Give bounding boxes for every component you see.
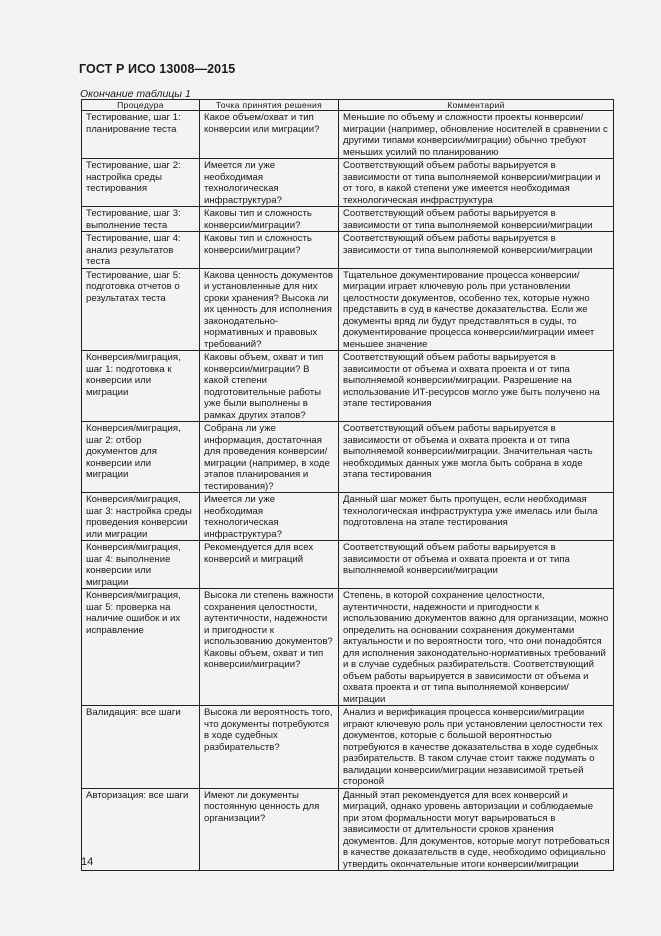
decision-cell: Какова ценность документов и установленные для них сроки хранения? Высока ли их ценность для исполнения законодательно-нормативных и правовых требований?	[200, 268, 339, 351]
procedure-cell: Авторизация: все шаги	[82, 788, 200, 871]
comment-cell: Меньшие по объему и сложности проекты конверсии/миграции (например, обновление носителей в сравнении с другими типами конверсии/миграции) обычно требуют меньших усилий по планированию	[339, 111, 614, 159]
decision-cell: Какое объем/охват и тип конверсии или миграции?	[200, 111, 339, 159]
procedure-cell: Тестирование, шаг 1: планирование теста	[82, 111, 200, 159]
table-row	[82, 788, 614, 871]
procedure-cell: Конверсия/миграция, шаг 1: подготовка к конверсии или миграции	[82, 351, 200, 422]
decision-cell: Имеют ли документы постоянную ценность для организации?	[200, 788, 339, 871]
comment-cell: Соответствующий объем работы варьируется в зависимости от типа выполняемой конверсии/миграции	[339, 232, 614, 269]
table-row	[82, 493, 614, 541]
comment-cell: Соответствующий объем работы варьируется в зависимости от объема и охвата проекта и от типа выполняемой конверсии/миграции. Значительная часть необходимых данных уже могла быть собрана в ходе этапа тестирования	[339, 422, 614, 493]
procedures-table	[81, 99, 614, 871]
comment-cell: Соответствующий объем работы варьируется в зависимости от типа выполняемой конверсии/миграции	[339, 207, 614, 232]
table-row	[82, 589, 614, 706]
comment-cell: Тщательное документирование процесса конверсии/миграции играет ключевую роль при установлении целостности документов, особенно тех, которые нужно представить в суд в качестве доказательства. Если же документы вряд ли будут представляться в суды, то документирование процесса конверсии/миграции имеет меньшее значение	[339, 268, 614, 351]
document-header: ГОСТ Р ИСО 13008—2015	[79, 62, 236, 76]
procedure-cell: Тестирование, шаг 2: настройка среды тестирования	[82, 159, 200, 207]
column-header-decision: Точка принятия решения	[200, 100, 339, 111]
table-row	[82, 159, 614, 207]
decision-cell: Имеется ли уже необходимая технологическая инфраструктура?	[200, 493, 339, 541]
column-header-comment: Комментарий	[339, 100, 614, 111]
procedure-cell: Валидация: все шаги	[82, 706, 200, 789]
table-caption: Окончание таблицы 1	[80, 88, 191, 100]
table-row	[82, 268, 614, 351]
table-row	[82, 422, 614, 493]
table-header-row	[82, 100, 614, 111]
comment-cell: Степень, в которой сохранение целостности, аутентичности, надежности и пригодности к использованию документов важно для организации, можно определить на основании сохранения документами актуальности и по вероятности того, что они понадобятся для исполнения законодательно-нормативных требований и в случае судебных разбирательств. Соответствующий объем работы варьируется в зависимости от объема и охвата проекта и от типа выполняемой конверсии/миграции	[339, 589, 614, 706]
table-row	[82, 706, 614, 789]
decision-cell: Имеется ли уже необходимая технологическая инфраструктура?	[200, 159, 339, 207]
table-row	[82, 111, 614, 159]
comment-cell: Данный шаг может быть пропущен, если необходимая технологическая инфраструктура уже имелась или была подготовлена на этапе тестирования	[339, 493, 614, 541]
decision-cell: Каковы тип и сложность конверсии/миграции?	[200, 232, 339, 269]
decision-cell: Каковы тип и сложность конверсии/миграции?	[200, 207, 339, 232]
procedure-cell: Конверсия/миграция, шаг 2: отбор документов для конверсии или миграции	[82, 422, 200, 493]
column-header-procedure: Процедура	[82, 100, 200, 111]
page-number: 14	[81, 856, 94, 868]
comment-cell: Данный этап рекомендуется для всех конверсий и миграций, однако уровень авторизации и соблюдаемые при этом формальности могут варьироваться в зависимости от длительности сроков хранения документов. Для документов, которые могут потребоваться в качестве доказательств в суде, необходимо официально утвердить окончательные итоги конверсии/миграции	[339, 788, 614, 871]
table-row	[82, 232, 614, 269]
procedure-cell: Тестирование, шаг 4: анализ результатов теста	[82, 232, 200, 269]
procedure-cell: Тестирование, шаг 3: выполнение теста	[82, 207, 200, 232]
decision-cell: Высока ли степень важности сохранения целостности, аутентичности, надежности и пригодности к использованию документов? Каковы объем, охват и тип конверсии/миграции?	[200, 589, 339, 706]
comment-cell: Соответствующий объем работы варьируется в зависимости от типа выполняемой конверсии/миграции и от того, в какой степени уже имеется необходимая технологическая инфраструктура	[339, 159, 614, 207]
comment-cell: Анализ и верификация процесса конверсии/миграции играют ключевую роль при установлении целостности тех документов, которые с большой вероятностью потребуются в качестве доказательства в ходе судебных разбирательств. В таком случае стоит также подумать о валидации конверсии/миграции независимой третьей стороной	[339, 706, 614, 789]
table-row	[82, 541, 614, 589]
decision-cell: Рекомендуется для всех конверсий и миграций	[200, 541, 339, 589]
procedure-cell: Конверсия/миграция, шаг 5: проверка на наличие ошибок и их исправление	[82, 589, 200, 706]
decision-cell: Каковы объем, охват и тип конверсии/миграции? В какой степени подготовительные работы уже были выполнены в рамках других этапов?	[200, 351, 339, 422]
table-row	[82, 207, 614, 232]
decision-cell: Собрана ли уже информация, достаточная для проведения конверсии/миграции (например, в ходе этапов планирования и тестирования)?	[200, 422, 339, 493]
procedure-cell: Конверсия/миграция, шаг 3: настройка среды проведения конверсии или миграции	[82, 493, 200, 541]
comment-cell: Соответствующий объем работы варьируется в зависимости от объема и охвата проекта и от типа выполняемой конверсии/миграции	[339, 541, 614, 589]
decision-cell: Высока ли вероятность того, что документы потребуются в ходе судебных разбирательств?	[200, 706, 339, 789]
procedure-cell: Конверсия/миграция, шаг 4: выполнение конверсии или миграции	[82, 541, 200, 589]
procedure-cell: Тестирование, шаг 5: подготовка отчетов о результатах теста	[82, 268, 200, 351]
comment-cell: Соответствующий объем работы варьируется в зависимости от объема и охвата проекта и от типа выполняемой конверсии/миграции. Разрешение на использование ИТ-ресурсов могло уже быть получено на этапе тестирования	[339, 351, 614, 422]
table-row	[82, 351, 614, 422]
